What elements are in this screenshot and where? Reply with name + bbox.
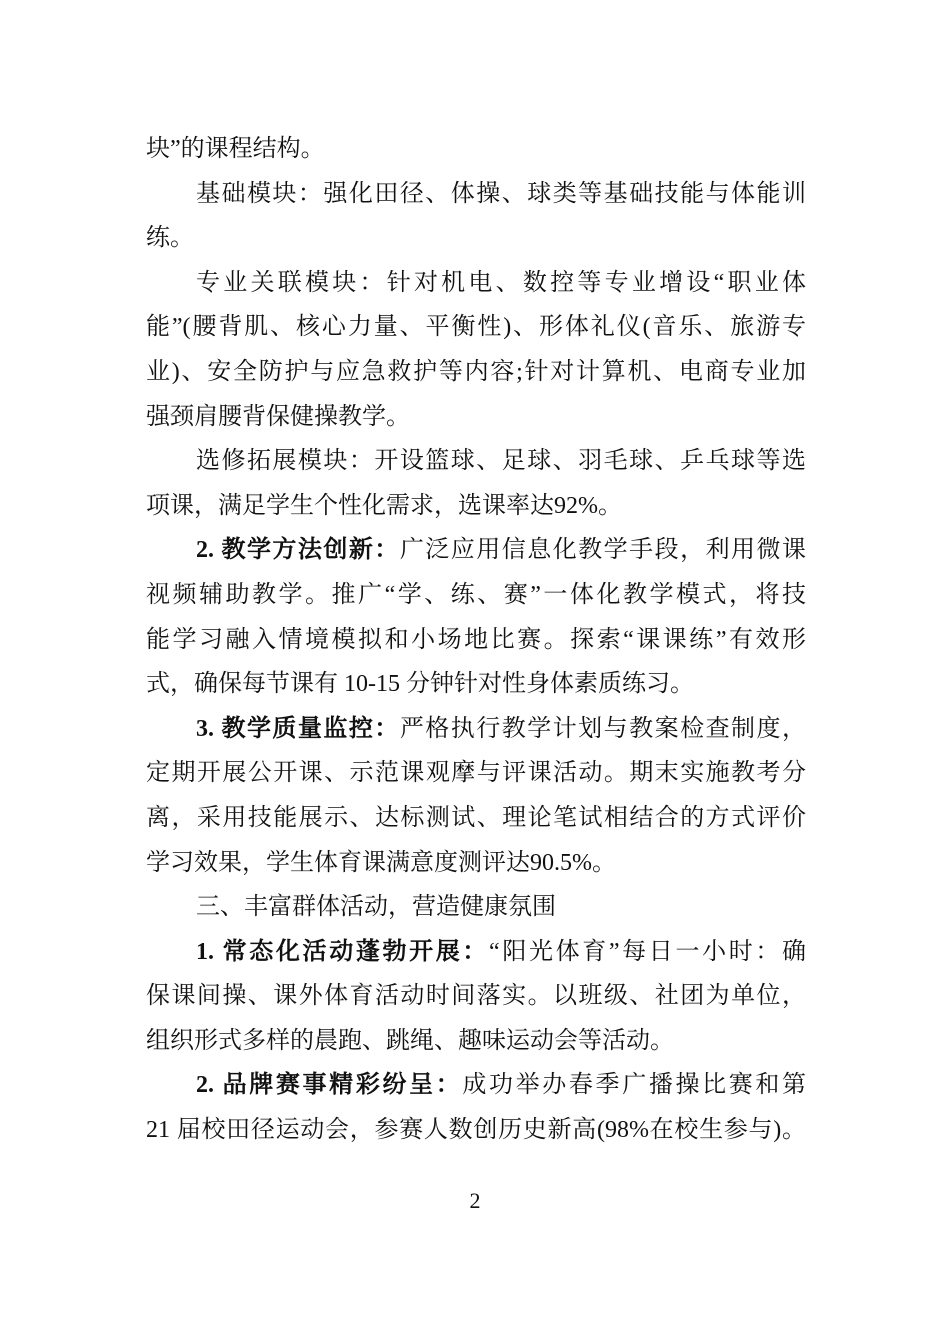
- line-text: 21 届校田径运动会，参赛人数创历史新高(98%在校生参与)。: [146, 1117, 806, 1144]
- text-line: [146, 305, 806, 350]
- text-line: [146, 261, 806, 306]
- line-text: 定期开展公开课、示范课观摩与评课活动。期末实施教考分: [146, 760, 806, 787]
- document-body: [146, 127, 806, 1153]
- text-line: [146, 885, 806, 930]
- line-text: “阳光体育”每日一小时：确: [489, 938, 806, 965]
- text-line: [146, 707, 806, 752]
- bold-heading: 2. 教学方法创新：: [196, 537, 400, 564]
- text-line: [146, 127, 806, 172]
- line-text: 成功举办春季广播操比赛和第: [462, 1072, 807, 1099]
- line-text: 学习效果，学生体育课满意度测评达90.5%。: [146, 849, 616, 876]
- text-line: [146, 216, 806, 261]
- text-line: [146, 1063, 806, 1108]
- line-text: 练。: [146, 225, 194, 252]
- line-text: 块”的课程结构。: [146, 136, 325, 162]
- line-text: 能”(腰背肌、核心力量、平衡性)、形体礼仪(音乐、旅游专: [146, 314, 806, 341]
- line-text: 专业关联模块：针对机电、数控等专业增设“职业体: [196, 269, 806, 296]
- line-text: 业)、安全防护与应急救护等内容;针对计算机、电商专业加: [146, 358, 806, 385]
- text-line: [146, 573, 806, 618]
- text-line: [146, 528, 806, 573]
- line-text: 广泛应用信息化教学手段，利用微课: [399, 537, 807, 564]
- text-line: [146, 1108, 806, 1153]
- text-line: [146, 1019, 806, 1064]
- line-text: 组织形式多样的晨跑、跳绳、趣味运动会等活动。: [146, 1027, 674, 1054]
- text-line: [146, 395, 806, 440]
- line-text: 强颈肩腰背保健操教学。: [146, 403, 410, 430]
- line-text: 项课，满足学生个性化需求，选课率达92%。: [146, 492, 622, 519]
- bold-heading: 2. 品牌赛事精彩纷呈：: [196, 1072, 463, 1099]
- text-line: [146, 930, 806, 975]
- line-text: 能学习融入情境模拟和小场地比赛。探索“课课练”有效形: [146, 626, 806, 653]
- line-text: 离，采用技能展示、达标测试、理论笔试相结合的方式评价: [146, 804, 806, 831]
- text-line: [146, 484, 806, 529]
- text-line: [146, 796, 806, 841]
- text-line: [146, 662, 806, 707]
- line-text: 选修拓展模块：开设篮球、足球、羽毛球、乒乓球等选: [196, 448, 806, 475]
- text-line: [146, 751, 806, 796]
- text-line: [146, 350, 806, 395]
- text-line: [146, 841, 806, 886]
- line-text: 三、丰富群体活动，营造健康氛围: [196, 894, 556, 921]
- bold-heading: 1. 常态化活动蓬勃开展：: [196, 938, 490, 965]
- line-text: 保课间操、课外体育活动时间落实。以班级、社团为单位，: [146, 983, 806, 1010]
- line-text: 严格执行教学计划与教案检查制度，: [399, 715, 807, 742]
- line-text: 视频辅助教学。推广“学、练、赛”一体化教学模式，将技: [146, 581, 806, 608]
- text-line: [146, 439, 806, 484]
- bold-heading: 3. 教学质量监控：: [196, 715, 400, 742]
- page-number: 2: [469, 1188, 481, 1213]
- line-text: 基础模块：强化田径、体操、球类等基础技能与体能训: [196, 180, 806, 207]
- text-line: [146, 974, 806, 1019]
- text-line: [146, 172, 806, 217]
- text-line: [146, 618, 806, 663]
- line-text: 式，确保每节课有 10-15 分钟针对性身体素质练习。: [146, 671, 694, 698]
